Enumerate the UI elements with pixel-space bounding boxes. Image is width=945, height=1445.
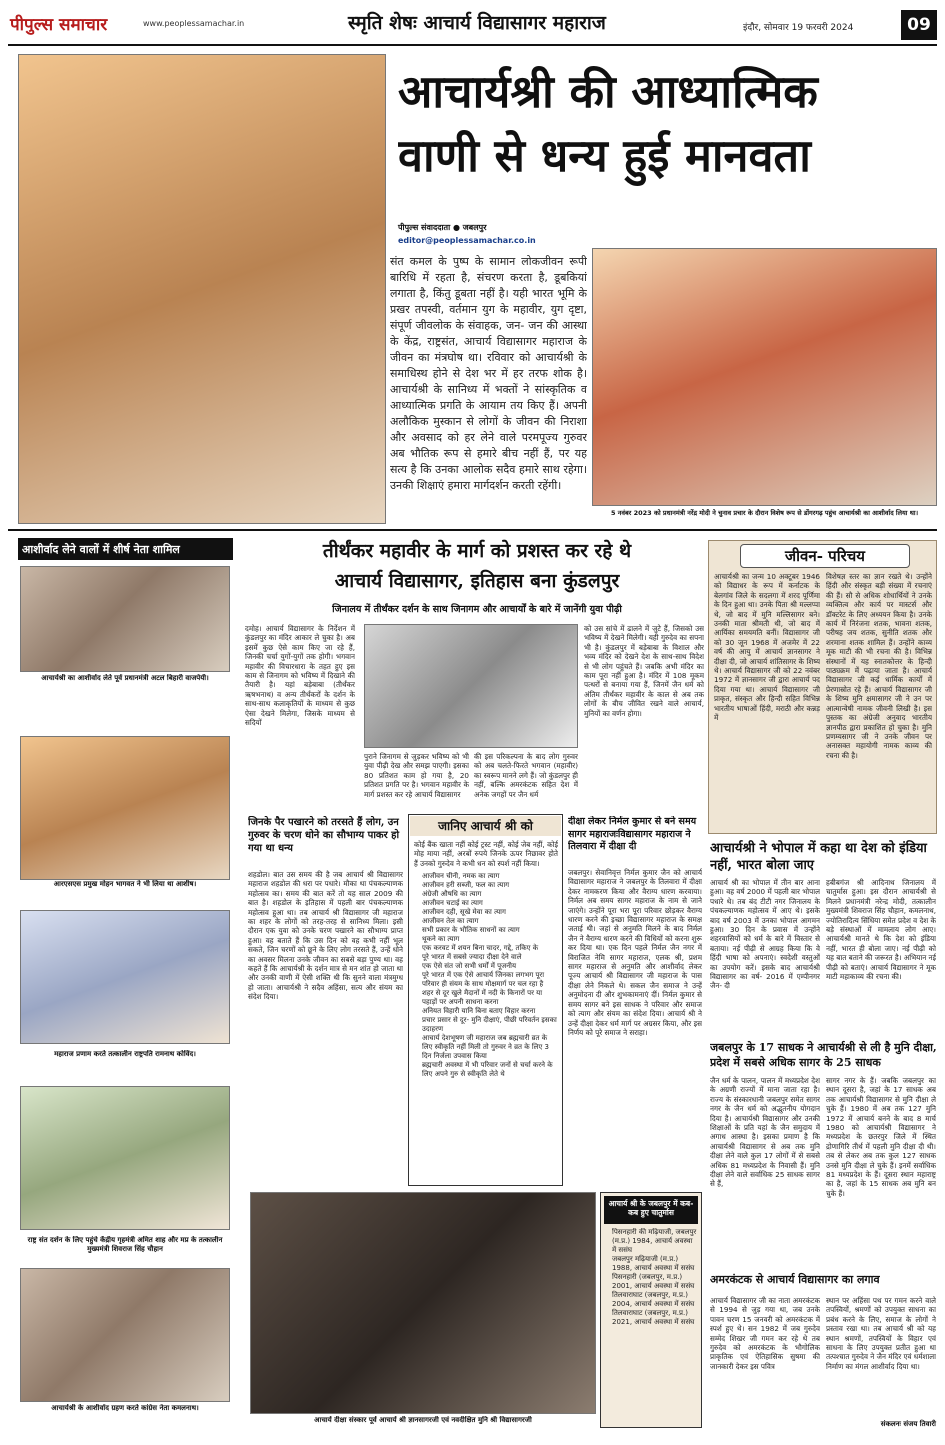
bhopal-headline: आचार्यश्री ने भोपाल में कहा था देश को इंडिया नहीं, भारत बोला जाए (710, 841, 927, 873)
modi-blessing-photo (592, 248, 937, 506)
amarkantak-credit: संकलनः संजय तिवारी (880, 1420, 936, 1428)
janiye-item: ▪ आजीवन हरी सब्जी, फल का त्याग (422, 881, 558, 890)
janiye-intro: कोई बैंक खाता नहीं कोई ट्रस्ट नहीं, कोई जेब नहीं, कोई मोह माया नहीं, अरबों रुपये जिनके ऊपर निछावर होते हैं उनको गुरुदेव ने कभी धन को स्पर्श नहीं किया। (414, 840, 558, 868)
jeevan-parichay-title: जीवन- परिचय (740, 544, 910, 568)
amarkantak-text-col2: स्थान पर अहिंसा पथ पर गमन करने वाले तपस्वियों, श्रमणों को उपयुक्त साधना का प्रबंध करने के लिए, समाज के लोगों ने प्रस्ताव रखा था। तब आचार्य श्री को यह स्थान श्रमणों, तपस्वियों के विहार एवं साधना के लिए उपयुक्त प्रतीत हुआ था तत्पश्चात गुरुदेव ने जैन मंदिर एवं धर्मशाला निर्माण का मंगल आशीर्वाद दिया था। (826, 1296, 936, 1371)
lead-byline: पीपुल्स संवाददाता ● जबलपुर (398, 223, 487, 232)
jeevan-text-col2: विशेषज्ञ स्तर का ज्ञान रखते थे। उन्होंने हिंदी और संस्कृत बड़ी संख्या में रचनाएं की हैं। सौ से अधिक शोधार्थियों ने उनके व्यक्तित्व और कार्य पर मास्टर्स और डॉक्टरेट के लिए अध्ययन किया है। उनके कार्य में निरंजना शतक, भावना शतक, परीषह जय शतक, सुनीति शतक और शरमाना शतक शामिल हैं। उन्होंने काव्य मूक माटी की भी रचना की है। विभिन्न संस्थानों में यह स्नातकोत्तर के हिन्दी पाठ्यक्रम में पढ़ाया जाता है। आचार्य विद्यासागर जी कई धार्मिक कार्यों में प्रेरणास्रोत रहे हैं। आचार्य विद्यासागर जी के शिष्य मुनि क्षमासागर जी ने उन पर आत्मान्वेषी नामक जीवनी लिखी है। इस पुस्तक का अंग्रेजी अनुवाद भारतीय ज्ञानपीठ द्वारा प्रकाशित हो चुका है। मुनि प्रणम्यसागर जी ने उनके जीवन पर अनासक्त महायोगी नामक काव्य की रचना की है। (826, 572, 932, 760)
janiye-item: ▪ अनियत विहारी यानि बिना बताए विहार करना (422, 1007, 558, 1016)
janiye-title: जानिए आचार्य श्री को (410, 816, 561, 836)
page-number: 09 (901, 10, 937, 40)
sadhak-headline: जबलपुर के 17 साधक ने आचार्यश्री से ली है मुनि दीक्षा, प्रदेश में सबसे अधिक सागर के 25 साधक (710, 1041, 937, 1069)
janiye-item: ▪ थूकने का त्याग (422, 935, 558, 944)
bhagwat-caption: आरएसएस प्रमुख मोहन भागवत ने भी लिया था आशीष। (53, 880, 197, 888)
amit-shah-caption: राष्ट्र संत दर्शन के लिए पहुंचे केंद्रीय गृहमंत्री अमित शाह और मप्र के तत्कालीन मुख्यमंत्री शिवराज सिंह चौहान (27, 1236, 223, 1253)
feet-headline: जिनके पैर पखारने को तरसते हैं लोग, उन गुरुवर के चरण धोने का सौभाग्य पाकर हो गया था धन्य (248, 817, 400, 854)
janiye-item: ▪ आजीवन चीनी, नमक का त्याग (422, 872, 558, 881)
bhagwat-photo (20, 736, 230, 880)
left-column-title: आशीर्वाद लेने वालों में शीर्ष नेता शामिल (18, 538, 233, 560)
janiye-item: ▪ आजीवन दही, सूखे मेवा का त्याग (422, 908, 558, 917)
lead-headline-line1: आचार्यश्री की आध्यात्मिक (398, 65, 818, 118)
lead-headline-line2: वाणी से धन्य हुई मानवता (398, 129, 811, 182)
chaturmas-item: ▪ तिलवाराघाट (जबलपुर, म.प्र.) 2004, आचार्य अवस्था में ससंघ (612, 1291, 698, 1309)
janiye-item: ▪ आजीवन तेल का त्याग (422, 917, 558, 926)
chaturmas-item: ▪ पिसनहारी की मढ़ियाजी, जबलपुर (म.प्र.) 1984, आचार्य अवस्था में ससंघ (612, 1228, 698, 1255)
janiye-item: ▪ आचार्य देशभूषण जी महाराज जब ब्रह्मचारी व्रत के लिए स्वीकृति नहीं मिली तो गुरुवर ने व्रत के लिए 3 दिन निर्जला उपवास किया (422, 1034, 558, 1061)
kundalpur-headline-line1: तीर्थंकर महावीर के मार्ग को प्रशस्त कर रहे थे (322, 540, 632, 562)
janiye-item: ▪ एक करवट में शयन बिना चादर, गद्दे, तकिए के (422, 944, 558, 953)
kundalpur-text-col3: की इस परिकल्पना के बाद लोग गुरुवर को अब चलते-फिरते भगवान (महावीर) का स्वरूप मानने लगे हैं। जो कुंडलपुर ही नहीं, बल्कि अमरकंटक सहित देश में अनेक जगहों पर जैन धर्म (474, 752, 578, 799)
janiye-item: ▪ एक ऐसे संत जो सभी धर्मों में पूजनीय (422, 962, 558, 971)
janiye-item: ▪ शहर से दूर खुले मैदानों में नदी के किनारों पर या पहाड़ों पर अपनी साधना करना (422, 989, 558, 1007)
chaturmas-item: ▪ तिलवाराघाट (जबलपुर, म.प्र.) 2021, आचार्य अवस्था में ससंघ (612, 1309, 698, 1327)
modi-photo-caption: 5 नवंबर 2023 को प्रधानमंत्री नरेंद्र मोदी ने चुनाव प्रचार के दौरान विशेष रूप से डोंगरगढ़ पहुंच आचार्यश्री का आशीर्वाद लिया था। (610, 509, 919, 517)
chaturmas-item: ▪ जबलपुर मढ़ियाजी (म.प्र.) 1988, आचार्य अवस्था में ससंघ (612, 1255, 698, 1273)
tilwara-body: जबलपुर। सेवानिवृत्त निर्मल कुमार जैन को आचार्य विद्यासागर महाराज ने जबलपुर के तिलवारा में दीक्षा देकर नामकरण किया और वैराग्य धारण करवाया। निर्मल अब समय सागर महाराज के नाम से जाने जाएंगे। उन्होंने पूरा भरा पूरा परिवार छोड़कर वैराग्य धारण करने की इच्छा विद्यासागर महाराज के समक्ष जताई थी। जहां से अनुमति मिलने के बाद निर्मल जैन ने वैराग्य धारण करने की विधियों को करना शुरू कर दिया था। एक दिन पहले निर्मल जैन नगर में विराजित नेमि सागर महाराज, एलक श्री, प्रशम सागर महाराज से अनुमति और आशीर्वाद लेकर पूज्य आचार्य श्री विद्यासागर जी महाराज के पास दीक्षा लेने निकले थे। सकल जैन समाज ने उन्हें अनुमोदना दी और शुभकामनाएं दीं। निर्मल कुमार से समय सागर बने इस साधक ने परिवार और समाज को त्याग और संयम का संदेश दिया। आचार्य श्री ने उन्हें दीक्षा देकर धर्म मार्ग पर अग्रसर किया, और इस निर्णय को पूरे समाज ने सराहा। (568, 868, 702, 1037)
website-link[interactable]: www.peoplessamachar.in (143, 19, 245, 28)
bhopal-text-col2: हबीबगंज श्री आदिनाथ जिनालय में चातुर्मास हुआ। इस दौरान आचार्यश्री से मिलने प्रधानमंत्री नरेन्द्र मोदी, तत्कालीन मुख्यमंत्री शिवराज सिंह चौहान, कमलनाथ, ज्योतिरादित्य सिंधिया समेत प्रदेश व देश के बड़े संस्थाओं में मामलाय लोग आए। आचार्यश्री मानते थे कि देश को इंडिया नहीं, भारत ही बोला जाए। नई पीढ़ी को यह बात बताने की जरूरत है। अभियान नई पीढ़ी को बताएं। आचार्य विद्यासागर ने मूक माटी महाकाव्य की रचना की। (826, 878, 936, 982)
vajpayee-photo (20, 566, 230, 672)
chaturmas-list (604, 1228, 698, 1424)
feet-body: शहडोल। बात उस समय की है जब आचार्य श्री विद्यासागर महाराज शहडोल की धरा पर पधारे। मौका था पंचकल्याणक महोत्सव का। समय की बात करें तो यह साल 2009 की बात है। शहडोल के इतिहास में पहली बार पंचकल्याणक महोत्सव हुआ था। तब आचार्य श्री विद्यासागर जी महाराज का शहर के लोगों को तरह-तरह से सानिध्य मिला। इसी दौरान एक युवा को उनके चरण पखारने का सौभाग्य प्राप्त हुआ। वह बताते हैं कि उस दिन को वह कभी नहीं भूल सकते, जिन चरणों को छूने के लिए लोग तरसते हैं, उन्हें धोने का अवसर मिलना उनके जीवन का सबसे बड़ा पुण्य था। वह कहते हैं कि आचार्यश्री के दर्शन मात्र से मन शांत हो जाता था और उनकी वाणी में ऐसी शक्ति थी कि सुनने वाला मंत्रमुग्ध हो जाता। आचार्यश्री ने सदैव अहिंसा, सत्य और संयम का संदेश दिया। (248, 870, 403, 1002)
janiye-item: ▪ पूरे भारत में एक ऐसे आचार्य जिनका लगभग पूरा परिवार ही संयम के साथ मोक्षमार्ग पर चल रहा है (422, 971, 558, 989)
archive-diksha-photo (250, 1192, 596, 1414)
lead-email[interactable]: editor@peoplessamachar.co.in (398, 236, 536, 245)
jeevan-text-col1: आचार्यश्री का जन्म 10 अक्टूबर 1946 को विद्याधर के रूप में कर्नाटक के बेलगांव जिले के सदलगा में शरद पूर्णिमा के दिन हुआ था। उनके पिता श्री मल्लप्पा थे, जो बाद में मुनि मल्लिसागर बने। उनकी माता श्रीमती थी, जो बाद में आर्यिका समयमति बनीं। विद्यासागर जी को 30 जून 1968 में अजमेर में 22 वर्ष की आयु में आचार्य ज्ञानसागर ने दीक्षा दी, जो आचार्य शांतिसागर के शिष्य थे। आचार्य विद्यासागर जी को 22 नवंबर 1972 में ज्ञानसागर जी द्वारा आचार्य पद दिया गया था। आचार्य विद्यासागर जी प्राकृत, संस्कृत और हिन्दी सहित विभिन्न भारतीय भाषाओं हिंदी, मराठी और कन्नड़ में (714, 572, 820, 723)
kundalpur-headline-line2: आचार्य विद्यासागर, इतिहास बना कुंडलपुर (334, 570, 620, 592)
janiye-item: ▪ पूरे भारत में सबसे ज्यादा दीक्षा देने वाले (422, 953, 558, 962)
amarkantak-headline: अमरकंटक से आचार्य विद्यासागर का लगाव (710, 1273, 880, 1286)
lead-body: संत कमल के पुष्प के सामान लोकजीवन रूपी बारिधि में रहता है, संचरण करता है, डूबकियां लगाता है, किंतु डूबता नहीं है। यही भारत भूमि के प्रखर तपस्वी, वर्तमान युग के महावीर, युग दृष्टा, संपूर्ण जीवलोक के संवाहक, जन- जन की आस्था के केंद्र, राष्ट्रसंत, आचार्य विद्यासागर महाराज के जीवन का मंत्रघोष था। रविवार को आचार्यश्री के समाधिस्थ होने से देश भर में हर तरफ शोक है। आचार्यश्री के सानिध्य में भक्तों ने सांस्कृतिक व आध्यात्मिक प्रगति के आयाम तय किए हैं। अपनी अलौकिक मुस्कान से लोगों के जीवन की निराशा और अवसाद को हर लेने वाले परमपूज्य गुरुवर अब भौतिक रूप से हमारे बीच नहीं हैं, पर यह सत्य है कि उनका आलोक सदैव हमारे साथ रहेगा। उनकी शिक्षाएं हमारा मार्गदर्शन करती रहेंगी। (390, 255, 587, 492)
janiye-item: ▪ ब्रह्मचारी अवस्था में भी परिवार जनों से चर्चा करने के लिए अपने गुरु से स्वीकृति लेते थे (422, 1061, 558, 1079)
chaturmas-title: आचार्य श्री के जबलपुर में कब-कब हुए चातुर्मास (604, 1196, 698, 1224)
janiye-list (414, 872, 558, 1182)
kundalpur-text-col4: को उस सांचे में ढालने में जुटे हैं, जिसको उस भविष्य में देखने मिलेगी। यही गुरुदेव का सपना भी है। कुंडलपुर में बड़ेबाबा के विशाल और भव्य मंदिर को देखने देश के साथ-साथ विदेश से भी लोग पहुंचते हैं। जबकि अभी मंदिर का काम पूरा नहीं हुआ है। मंदिर में 108 मूकम पत्थरों से बनाया गया हैं, जिनमें जैन धर्म को अंतिम तीर्थंकर महावीर के काल से अब तक लोगों के बीच जीवित रखने वाले आचार्य, मुनियों का वर्णन होगा। (584, 624, 704, 718)
amit-shah-photo (20, 1086, 230, 1230)
kundalpur-temple-photo (364, 624, 578, 748)
kamalnath-photo (20, 1268, 230, 1402)
kundalpur-subhead: जिनालय में तीर्थंकर दर्शन के साथ जिनागम और आचार्यों के बारे में जानेंगी युवा पीढ़ी (332, 604, 622, 615)
amarkantak-text-col1: आचार्य विद्यासागर जी का नाता अमरकंटक से 1994 से जुड़ गया था, जब उनके पावन चरण 15 जनवरी को अमरकंटक में स्पर्श हुए थे। सन 1982 में जब गुरुदेव सम्मेद शिखर जी गमन कर रहे थे तब गुरुदेव को अमरकंटक के भौगोलिक प्राकृतिक एवं ऐतिहासिक सुषमा की जानकारी देकर इस पवित्र (710, 1296, 820, 1371)
kamalnath-caption: आचार्यश्री के आशीर्वाद ग्रहण करते कांग्रेस नेता कमलनाथ। (51, 1404, 199, 1412)
sadhak-text-col2: सागर नगर के हैं। जबकि जबलपुर का स्थान दूसरा है, जहां के 17 साधक अब तक आचार्यश्री विद्यासागर से मुनि दीक्षा ले चुके हैं। 1980 में अब तक 127 मुनि 1972 में आचार्य बनने के बाद 8 मार्च 1980 को आचार्यश्री विद्यासागर ने मध्यप्रदेश के छतरपुर जिले में स्थित द्रोणागिरि तीर्थ में पहली मुनि दीक्षा दी थी। तब से लेकर अब तक कुल 127 साधक उनसे मुनि दीक्षा ले चुके हैं। इनमें सर्वाधिक 81 मध्यप्रदेश के हैं। दूसरा स्थान महाराष्ट्र का है, जहां के 15 साधक अब मुनि बन चुके हैं। (826, 1076, 936, 1198)
chaturmas-item: ▪ पिसनहारी (जबलपुर, म.प्र.) 2001, आचार्य अवस्था में ससंघ (612, 1273, 698, 1291)
janiye-item: ▪ सभी प्रकार के भौतिक साधनों का त्याग (422, 926, 558, 935)
kovind-photo (20, 910, 230, 1044)
masthead-rule (8, 44, 937, 46)
janiye-item: ▪ अंग्रेजी औषधि का त्याग (422, 890, 558, 899)
archive-caption: आचार्य दीक्षा संस्कार पूर्व आचार्य श्री ज्ञानसागरजी एवं नवदीक्षित मुनि श्री विद्यासागरजी (314, 1416, 532, 1424)
janiye-item: ▪ प्रचार प्रसार से दूर- मुनि दीक्षाएं, पीछी परिवर्तन इसका उदाहरण (422, 1016, 558, 1034)
lead-portrait-photo (18, 54, 386, 524)
dateline: इंदौर, सोमवार 19 फरवरी 2024 (743, 23, 854, 33)
sadhak-text-col1: जैन धर्म के पालन, पालन में मध्यप्रदेश देश के अग्रणी राज्यों में माना जाता रहा है। राज्य के संस्कारधानी जबलपुर समेत सागर नगर के जैन धर्म को अद्भुतनीय योगदान दिया है। आचार्यश्री विद्यासागर और उनकी शिक्षाओं के प्रति यहां के जैन समुदाय में अगाध आस्था है। इसका प्रमाण है कि आचार्यश्री विद्यासागर से अब तक मुनि दीक्षा लेने वाले कुल 17 लोगों में से सबसे अधिक 81 मध्यप्रदेश के निवासी हैं। मुनि दीक्षा लेने वाले सर्वाधिक 25 साधक सागर से हैं, (710, 1076, 820, 1189)
kovind-caption: महाराज प्रणाम करते तत्कालीन राष्ट्रपति रामनाथ कोविंद। (54, 1050, 196, 1058)
section-rule (8, 529, 937, 531)
janiye-item: ▪ आजीवन चटाई का त्याग (422, 899, 558, 908)
vajpayee-caption: आचार्यश्री का आशीर्वाद लेते पूर्व प्रधानमंत्री अटल बिहारी वाजपेयी। (41, 674, 209, 682)
kundalpur-text-col2: पुराने जिनागम से जुड़कर भविष्य को भी युवा पीढ़ी देख और समझ पाएगी। इसका 80 प्रतिशत काम हो गया है, 20 प्रतिशत प्रगति पर है। भगवान महावीर के मार्ग प्रशस्त कर रहे आचार्य विद्यासागर (364, 752, 469, 799)
tilwara-headline: दीक्षा लेकर निर्मल कुमार से बने समय सागर महाराजःविद्यासागर महाराज ने तिलवारा में दीक्षा दी (568, 816, 697, 852)
brand-logo: पीपुल्स समाचार (10, 15, 108, 35)
masthead (8, 8, 937, 48)
section-title: स्मृति शेषः आचार्य विद्यासागर महाराज (348, 12, 606, 34)
bhopal-text-col1: आचार्य श्री का भोपाल में तीन बार आना हुआ। वह वर्ष 2000 में पहली बार भोपाल पधारे थे। तब बंद टीटी नगर जिनालय के पंचकल्याणक महोत्सव में आए थे। इसके बाद वर्ष 2003 में उनका भोपाल आगमन हुआ। 30 दिन के प्रवास में उन्होंने शहरवासियों को धर्म के बारे में विस्तार से बताया। नई पीढ़ी से आग्रह किया कि वे हिंदी भाषा को अपनाएं। स्वदेशी वस्तुओं का उपयोग करें। इसके बाद आचार्यश्री विद्यासागर का वर्ष- 2016 में एम्पीनगर जैन- दी (710, 878, 820, 991)
kundalpur-text-col1: दमोह। आचार्य विद्यासागर के निर्देशन में कुंडलपुर का मंदिर आकार ले चुका है। अब इसमें कुछ ऐसे काम किए जा रहे हैं, जिनकी चर्चा युगों-युगों तक होगी। भगवान महावीर की विचारधारा के तहत हुए इस काम से जिनागम को भविष्य में दिखाने की तैयारी है। यहां बड़ेबाबा (तीर्थंकर ऋषभनाथ) व अन्य तीर्थंकरों के दर्शन के साथ-साथ कलाकृतियों के माध्यम से कुछ ऐसा देखने मिलेगा, जिसके माध्यम से सदियों (245, 624, 355, 728)
